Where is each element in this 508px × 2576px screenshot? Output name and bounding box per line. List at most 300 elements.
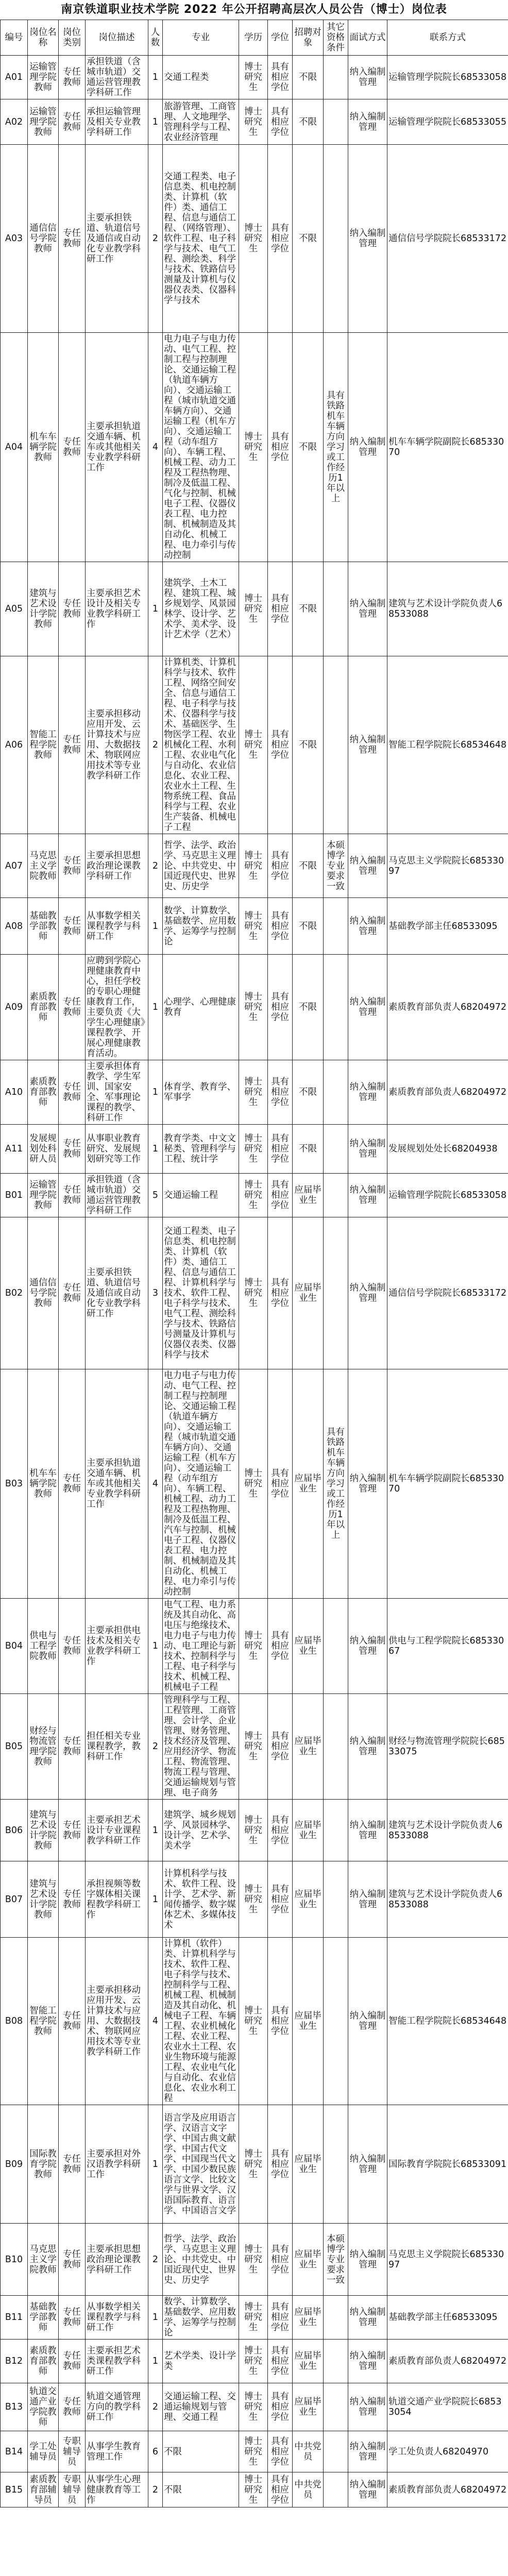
table-body — [1, 56, 508, 2507]
cell-major: 建筑学、土木工程、建筑工程、城乡规划学、风景园林学、设计学、艺术学、美术学、设计艺术学（艺术） — [163, 562, 239, 656]
cell-description: 主要承担轨道交通车辆、机车或其他相关专业教学科研工作 — [86, 1369, 148, 1599]
cell-category: 专任教师 — [59, 1694, 86, 1800]
cell-id: B05 — [1, 1694, 28, 1800]
cell-degree: 具有相应学位 — [268, 955, 293, 1060]
cell-name: 素质教育部辅导员 — [28, 2472, 59, 2507]
cell-degree: 具有相应学位 — [268, 2296, 293, 2340]
cell-interview: 纳入编制管理 — [348, 656, 387, 834]
cell-other — [324, 56, 348, 99]
cell-name: 机车车辆学院教师 — [28, 1369, 59, 1599]
cell-count: 2 — [148, 2224, 163, 2296]
cell-degree: 具有相应学位 — [268, 834, 293, 898]
cell-count: 1 — [148, 1125, 163, 1174]
cell-id: A03 — [1, 145, 28, 333]
cell-other — [324, 1174, 348, 1217]
cell-contact: 机车车辆学院副院长68533070 — [387, 333, 508, 562]
table-row — [1, 56, 508, 99]
cell-count: 1 — [148, 898, 163, 955]
cell-interview: 纳入编制管理 — [348, 1800, 387, 1861]
cell-count: 2 — [148, 656, 163, 834]
cell-major: 不限 — [163, 2472, 239, 2507]
cell-count: 6 — [148, 2431, 163, 2472]
cell-major: 交通工程类、电子信息类、机电控制类、计算机（软件）类、通信工程、信息与通信工程、计算机科学与技术、软件工程、电子科学与技术、电气工程、测绘科学与技术、铁路信号测量及计算机与仪器仪表类、仪器科学与技术 — [163, 1217, 239, 1369]
cell-interview: 纳入编制管理 — [348, 2105, 387, 2224]
cell-count: 2 — [148, 2472, 163, 2507]
cell-name: 智能工程学院教师 — [28, 656, 59, 834]
cell-target: 不限 — [293, 656, 324, 834]
cell-education: 博士研究生 — [239, 145, 268, 333]
cell-id: B15 — [1, 2472, 28, 2507]
cell-id: A11 — [1, 1125, 28, 1174]
table-row — [1, 2340, 508, 2383]
cell-target: 应届毕业生 — [293, 1694, 324, 1800]
cell-major: 交通工程类、电子信息类、机电控制类、计算机（软件）类、通信工程、信息与通信工程、（网络管理）、软件工程、电子科学与技术、电气工程、测绘类、科学与技术、铁路信号测量及计算机与仪器仪表类、仪器科学与技术 — [163, 145, 239, 333]
cell-education: 博士研究生 — [239, 898, 268, 955]
header-major: 专业 — [163, 20, 239, 56]
cell-education: 博士研究生 — [239, 2224, 268, 2296]
cell-count: 1 — [148, 1599, 163, 1694]
cell-interview: 纳入编制管理 — [348, 562, 387, 656]
cell-major: 交通工程类 — [163, 56, 239, 99]
cell-id: A08 — [1, 898, 28, 955]
cell-education: 博士研究生 — [239, 99, 268, 145]
cell-description: 承担视频等数字媒体相关课程教学科研工作 — [86, 1861, 148, 1938]
cell-name: 运输管理学院教师 — [28, 99, 59, 145]
cell-category: 专任教师 — [59, 1861, 86, 1938]
cell-count: 1 — [148, 1060, 163, 1125]
cell-name: 学工处辅导员 — [28, 2431, 59, 2472]
cell-major: 不限 — [163, 2431, 239, 2472]
cell-major: 数学、计算数学、基础数学、应用数学、运筹学与控制论 — [163, 2296, 239, 2340]
cell-target: 不限 — [293, 898, 324, 955]
cell-count: 5 — [148, 1174, 163, 1217]
cell-degree: 具有相应学位 — [268, 562, 293, 656]
cell-degree: 具有相应学位 — [268, 1060, 293, 1125]
cell-education: 博士研究生 — [239, 2296, 268, 2340]
cell-count: 1 — [148, 2340, 163, 2383]
cell-name: 运输管理学院教师 — [28, 56, 59, 99]
cell-category: 专职辅导员 — [59, 2431, 86, 2472]
cell-other — [324, 145, 348, 333]
cell-count: 1 — [148, 2296, 163, 2340]
table-row — [1, 1861, 508, 1938]
cell-category: 专任教师 — [59, 1217, 86, 1369]
table-row — [1, 1174, 508, 1217]
cell-other — [324, 1938, 348, 2105]
table-row — [1, 333, 508, 562]
cell-education: 博士研究生 — [239, 955, 268, 1060]
cell-interview: 纳入编制管理 — [348, 1599, 387, 1694]
cell-major: 教育学类、中文文秘类、管理科学与工程、统计学 — [163, 1125, 239, 1174]
cell-major: 艺术学类、设计学类 — [163, 2340, 239, 2383]
cell-description: 主要承担思想政治理论课教学科研工作 — [86, 2224, 148, 2296]
cell-target: 应届毕业生 — [293, 1174, 324, 1217]
cell-education: 博士研究生 — [239, 2472, 268, 2507]
cell-name: 通信信号学院教师 — [28, 145, 59, 333]
cell-name: 国际教育学院教师 — [28, 2105, 59, 2224]
cell-education: 博士研究生 — [239, 2340, 268, 2383]
cell-description: 承担铁道（含城市轨道）交通运营管理教学科研工作 — [86, 1174, 148, 1217]
cell-count: 4 — [148, 1938, 163, 2105]
cell-other — [324, 955, 348, 1060]
cell-description: 从事职业教育研究、发展规划研究等工作 — [86, 1125, 148, 1174]
cell-contact: 通信信号学院院长68533172 — [387, 145, 508, 333]
cell-id: B10 — [1, 2224, 28, 2296]
cell-count: 1 — [148, 56, 163, 99]
cell-id: B09 — [1, 2105, 28, 2224]
cell-category: 专任教师 — [59, 2383, 86, 2431]
cell-other: 具有铁路机车车辆方向学习或工作经历1年以上 — [324, 333, 348, 562]
cell-interview: 纳入编制管理 — [348, 1125, 387, 1174]
cell-degree: 具有相应学位 — [268, 2340, 293, 2383]
cell-target: 应届毕业生 — [293, 2224, 324, 2296]
position-table — [0, 20, 508, 2507]
header-other: 其它资格条件 — [324, 20, 348, 56]
cell-id: B01 — [1, 1174, 28, 1217]
cell-count: 4 — [148, 333, 163, 562]
cell-target: 应届毕业生 — [293, 2296, 324, 2340]
cell-other — [324, 1599, 348, 1694]
cell-contact: 基础教学部主任68533095 — [387, 898, 508, 955]
cell-category: 专任教师 — [59, 1599, 86, 1694]
cell-description: 主要承担轨道交通车辆、机车或其他相关专业教学科研工作 — [86, 333, 148, 562]
cell-degree: 具有相应学位 — [268, 1861, 293, 1938]
cell-name: 运输管理学院教师 — [28, 1174, 59, 1217]
cell-education: 博士研究生 — [239, 333, 268, 562]
cell-interview: 纳入编制管理 — [348, 2472, 387, 2507]
cell-major: 数学、计算数学、基础数学、应用数学、运筹学与控制论 — [163, 898, 239, 955]
cell-name: 通信信号学院教师 — [28, 1217, 59, 1369]
cell-description: 主要承担思想政治理论课教学科研工作 — [86, 834, 148, 898]
cell-major: 交通运输工程 — [163, 1174, 239, 1217]
cell-id: A04 — [1, 333, 28, 562]
cell-education: 博士研究生 — [239, 1217, 268, 1369]
cell-other — [324, 2340, 348, 2383]
cell-other — [324, 2472, 348, 2507]
cell-id: A05 — [1, 562, 28, 656]
cell-interview: 纳入编制管理 — [348, 2431, 387, 2472]
cell-target: 不限 — [293, 955, 324, 1060]
cell-category: 专任教师 — [59, 333, 86, 562]
header-degree: 学位 — [268, 20, 293, 56]
cell-target: 不限 — [293, 333, 324, 562]
cell-other: 具有铁路机车车辆方向学习或工作经历1年以上 — [324, 1369, 348, 1599]
header-target: 招聘对象 — [293, 20, 324, 56]
header-name: 岗位名称 — [28, 20, 59, 56]
table-row — [1, 898, 508, 955]
table-row — [1, 656, 508, 834]
table-row — [1, 2383, 508, 2431]
header-interview: 面试方式 — [348, 20, 387, 56]
cell-other — [324, 1217, 348, 1369]
cell-contact: 学工处负责人68204970 — [387, 2431, 508, 2472]
cell-name: 财经与物流管理学院教师 — [28, 1694, 59, 1800]
cell-id: B07 — [1, 1861, 28, 1938]
cell-interview: 纳入编制管理 — [348, 2296, 387, 2340]
cell-degree: 具有相应学位 — [268, 333, 293, 562]
cell-major: 计算机科学与技术、软件工程、设计学、艺术学、新闻传播学、数字媒体艺术、多媒体技术 — [163, 1861, 239, 1938]
cell-count: 1 — [148, 562, 163, 656]
cell-contact: 建筑与艺术设计学院负责人68533088 — [387, 1861, 508, 1938]
cell-count: 2 — [148, 2383, 163, 2431]
cell-contact: 国际教育学院院长68533091 — [387, 2105, 508, 2224]
cell-target: 应届毕业生 — [293, 2340, 324, 2383]
table-row — [1, 834, 508, 898]
cell-description: 主要承担移动应用开发、云计算技术与应用、大数据技术、物联网应用技术等专业教学科研工作 — [86, 1938, 148, 2105]
cell-description: 主要承担移动应用开发、云计算技术与应用、大数据技术、物联网应用技术等专业教学科研工作 — [86, 656, 148, 834]
cell-other — [324, 1694, 348, 1800]
cell-interview: 纳入编制管理 — [348, 955, 387, 1060]
cell-description: 担任相关专业课程教学，教科研工作 — [86, 1694, 148, 1800]
cell-contact: 马克思主义学院院长68533097 — [387, 834, 508, 898]
cell-other — [324, 656, 348, 834]
cell-contact: 智能工程学院院长68534648 — [387, 656, 508, 834]
cell-category: 专任教师 — [59, 562, 86, 656]
header-category: 岗位类别 — [59, 20, 86, 56]
cell-category: 专职辅导员 — [59, 2472, 86, 2507]
cell-description: 承担铁道（含城市轨道）交通运营管理教学科研工作 — [86, 56, 148, 99]
cell-other: 本硕博学专业要求一致 — [324, 2224, 348, 2296]
cell-contact: 素质教育部负责人68204972 — [387, 2340, 508, 2383]
cell-name: 基础教学部教师 — [28, 898, 59, 955]
cell-count: 1 — [148, 1800, 163, 1861]
cell-name: 智能工程学院教师 — [28, 1938, 59, 2105]
cell-id: A06 — [1, 656, 28, 834]
cell-category: 专任教师 — [59, 1125, 86, 1174]
cell-degree: 具有相应学位 — [268, 1938, 293, 2105]
cell-name: 基础教学部教师 — [28, 2296, 59, 2340]
cell-name: 马克思主义学院教师 — [28, 834, 59, 898]
cell-category: 专任教师 — [59, 656, 86, 834]
header-education: 学历 — [239, 20, 268, 56]
cell-description: 从事学生心理健康教育等工作 — [86, 2472, 148, 2507]
cell-education: 博士研究生 — [239, 1938, 268, 2105]
cell-id: B04 — [1, 1599, 28, 1694]
cell-contact: 财经与物流管理学院院长68533075 — [387, 1694, 508, 1800]
cell-name: 素质教育部教师 — [28, 1060, 59, 1125]
cell-interview: 纳入编制管理 — [348, 898, 387, 955]
cell-description: 应聘到学院心理健康教育中心，担任学校的专职心理健康教育工作，主要负责《大学生心理健康》课程教学、开展心理健康教育活动。 — [86, 955, 148, 1060]
cell-description: 主要承担艺术类课程教学科研工作 — [86, 2340, 148, 2383]
table-row — [1, 1060, 508, 1125]
cell-contact: 发展规划处处长68204938 — [387, 1125, 508, 1174]
cell-description: 主要承担对外汉语教学科研工作 — [86, 2105, 148, 2224]
cell-degree: 具有相应学位 — [268, 2472, 293, 2507]
cell-contact: 运输管理学院院长68533058 — [387, 56, 508, 99]
cell-other — [324, 2431, 348, 2472]
cell-id: A09 — [1, 955, 28, 1060]
cell-description: 主要承担铁道、轨道信号及通信或自动化专业教学科研工作 — [86, 1217, 148, 1369]
cell-description: 主要承担铁道、轨道信号及通信或自动化专业教学科研工作 — [86, 145, 148, 333]
cell-degree: 具有相应学位 — [268, 2431, 293, 2472]
cell-category: 专任教师 — [59, 56, 86, 99]
cell-target: 不限 — [293, 145, 324, 333]
cell-major: 语言学及应用语言学、汉语言文字学、中国古典文献学、中国古代文学、中国现当代文学、中国少数民族语言文学、比较文学与世界文学、汉语国际教育、语言学、中国语言文学 — [163, 2105, 239, 2224]
cell-interview: 纳入编制管理 — [348, 99, 387, 145]
cell-major: 心理学、心理健康教育 — [163, 955, 239, 1060]
cell-id: B08 — [1, 1938, 28, 2105]
cell-interview: 纳入编制管理 — [348, 1369, 387, 1599]
cell-id: A02 — [1, 99, 28, 145]
cell-target: 应届毕业生 — [293, 1861, 324, 1938]
cell-contact: 运输管理学院院长68533058 — [387, 1174, 508, 1217]
cell-description: 主要承担供电技术及相关专业教学科研工作 — [86, 1599, 148, 1694]
cell-id: B14 — [1, 2431, 28, 2472]
cell-other — [324, 2383, 348, 2431]
table-row — [1, 99, 508, 145]
cell-name: 建筑与艺术设计学院教师 — [28, 1800, 59, 1861]
cell-id: A07 — [1, 834, 28, 898]
cell-education: 博士研究生 — [239, 2431, 268, 2472]
cell-contact: 素质教育部负责人68204972 — [387, 1060, 508, 1125]
cell-id: B13 — [1, 2383, 28, 2431]
cell-major: 电气工程、电力系统及其自动化、高电压与绝缘技术、电力电子与电力传动、电工理论与新技术、控制科学与工程、电子科学与技术、机械工程、机械电子工程 — [163, 1599, 239, 1694]
cell-contact: 建筑与艺术设计学院负责人68533088 — [387, 562, 508, 656]
table-row — [1, 562, 508, 656]
cell-description: 主要承担艺术设计专业课程教学科研工作 — [86, 1800, 148, 1861]
cell-other: 本硕博学专业要求一致 — [324, 834, 348, 898]
cell-target: 不限 — [293, 834, 324, 898]
cell-category: 专任教师 — [59, 1938, 86, 2105]
cell-name: 素质教育部教师 — [28, 2340, 59, 2383]
cell-interview: 纳入编制管理 — [348, 333, 387, 562]
cell-education: 博士研究生 — [239, 834, 268, 898]
cell-major: 计算机（软件）类、计算机科学与技术、软件工程、电子科学与技术、控制科学与工程、机械工程、机械制造及其自动化、机械电子工程、车辆工程、农业机械化工程、农业工程、农业水土工程、农业生物环境与能源工程、农业电气化与自动化、农业信息化、农业水利工程 — [163, 1938, 239, 2105]
cell-id: B11 — [1, 2296, 28, 2340]
cell-interview: 纳入编制管理 — [348, 2224, 387, 2296]
table-row — [1, 1599, 508, 1694]
cell-contact: 轨道交通产业学院院长68533054 — [387, 2383, 508, 2431]
cell-contact: 素质教育部负责人68204972 — [387, 2472, 508, 2507]
cell-contact: 智能工程学院院长68534648 — [387, 1938, 508, 2105]
cell-degree: 具有相应学位 — [268, 1217, 293, 1369]
cell-id: B06 — [1, 1800, 28, 1861]
cell-count: 4 — [148, 1369, 163, 1599]
cell-target: 应届毕业生 — [293, 1938, 324, 2105]
cell-category: 专任教师 — [59, 2224, 86, 2296]
cell-name: 马克思主义学院教师 — [28, 2224, 59, 2296]
cell-interview: 纳入编制管理 — [348, 2340, 387, 2383]
cell-target: 中共党员 — [293, 2472, 324, 2507]
cell-description: 轨道交通管理方向的教学科研工作 — [86, 2383, 148, 2431]
header-row — [1, 20, 508, 56]
cell-other — [324, 99, 348, 145]
cell-category: 专任教师 — [59, 2105, 86, 2224]
table-row — [1, 1369, 508, 1599]
cell-category: 专任教师 — [59, 1060, 86, 1125]
cell-id: B12 — [1, 2340, 28, 2383]
cell-category: 专任教师 — [59, 2296, 86, 2340]
cell-interview: 纳入编制管理 — [348, 56, 387, 99]
cell-id: B03 — [1, 1369, 28, 1599]
cell-degree: 具有相应学位 — [268, 898, 293, 955]
cell-degree: 具有相应学位 — [268, 2383, 293, 2431]
cell-name: 供电与工程学院教师 — [28, 1599, 59, 1694]
cell-target: 不限 — [293, 99, 324, 145]
cell-name: 素质教育部教师 — [28, 955, 59, 1060]
cell-count: 1 — [148, 955, 163, 1060]
cell-other — [324, 562, 348, 656]
cell-other — [324, 898, 348, 955]
cell-target: 应届毕业生 — [293, 1800, 324, 1861]
table-row — [1, 1217, 508, 1369]
cell-category: 专任教师 — [59, 1174, 86, 1217]
cell-description: 承担运输管理及相关专业教学科研工作 — [86, 99, 148, 145]
page-title: 南京铁道职业技术学院 2022 年公开招聘高层次人员公告（博士）岗位表 — [61, 3, 447, 16]
cell-interview: 纳入编制管理 — [348, 2383, 387, 2431]
cell-interview: 纳入编制管理 — [348, 1861, 387, 1938]
cell-interview: 纳入编制管理 — [348, 1938, 387, 2105]
cell-target: 不限 — [293, 1125, 324, 1174]
cell-major: 计算机类、计算机科学与技术、软件工程、网络空间安全、信息与通信工程、电子科学与技术、仪器科学与技术、基础医学、生物医学工程、农业机械化工程、水利工程、农业电气化与自动化、农业信息化、农业工程、农业水土工程、生物系统工程、食品科学与工程、农业生产装备、机械电子工程 — [163, 656, 239, 834]
cell-major: 建筑学、城乡规划学、风景园林学、设计学、艺术学、美术学 — [163, 1800, 239, 1861]
cell-contact: 通信信号学院院长68533172 — [387, 1217, 508, 1369]
cell-education: 博士研究生 — [239, 1125, 268, 1174]
cell-major: 哲学、法学、政治学、马克思主义理论、中共党史、中国近现代史、世界史、历史学 — [163, 2224, 239, 2296]
cell-degree: 具有相应学位 — [268, 56, 293, 99]
cell-education: 博士研究生 — [239, 562, 268, 656]
cell-degree: 具有相应学位 — [268, 2105, 293, 2224]
cell-target: 应届毕业生 — [293, 1369, 324, 1599]
cell-category: 专任教师 — [59, 898, 86, 955]
cell-education: 博士研究生 — [239, 656, 268, 834]
cell-education: 博士研究生 — [239, 1599, 268, 1694]
cell-contact: 建筑与艺术设计学院负责人68533088 — [387, 1800, 508, 1861]
cell-description: 主要承担艺术设计及相关专业教学科研工作 — [86, 562, 148, 656]
cell-other — [324, 1861, 348, 1938]
cell-interview: 纳入编制管理 — [348, 145, 387, 333]
cell-description: 从事数学相关课程教学与科研工作 — [86, 2296, 148, 2340]
cell-contact: 运输管理学院院长68533055 — [387, 99, 508, 145]
cell-education: 博士研究生 — [239, 1174, 268, 1217]
cell-education: 博士研究生 — [239, 1369, 268, 1599]
cell-major: 电力电子与电力传动、电气工程、控制工程与控制理论、交通运输工程（轨道车辆方向）、交通运输工程（城市轨道交通车辆方向）、交通运输工程（机车方向）、交通运输工程（动车组方向）、车辆工程、机械工程、动力工程及工程热物理、制冷及低温工程、汽车与控制、机械电子工程、仪器仪表工程、电力控制、机械制造及其自动化、机械工程、电力牵引与传动控制 — [163, 1369, 239, 1599]
cell-contact: 素质教育部负责人68204972 — [387, 955, 508, 1060]
cell-target: 不限 — [293, 562, 324, 656]
cell-degree: 具有相应学位 — [268, 1599, 293, 1694]
cell-count: 1 — [148, 1861, 163, 1938]
cell-degree: 具有相应学位 — [268, 1694, 293, 1800]
cell-name: 建筑与艺术设计学院教师 — [28, 1861, 59, 1938]
table-row — [1, 1125, 508, 1174]
header-id: 编号 — [1, 20, 28, 56]
cell-target: 中共党员 — [293, 2431, 324, 2472]
cell-degree: 具有相应学位 — [268, 1125, 293, 1174]
cell-education: 博士研究生 — [239, 1800, 268, 1861]
cell-other — [324, 2296, 348, 2340]
cell-education: 博士研究生 — [239, 1060, 268, 1125]
cell-education: 博士研究生 — [239, 56, 268, 99]
cell-id: A10 — [1, 1060, 28, 1125]
cell-interview: 纳入编制管理 — [348, 1694, 387, 1800]
table-row — [1, 2105, 508, 2224]
header-contact: 联系方式 — [387, 20, 508, 56]
cell-target: 应届毕业生 — [293, 2105, 324, 2224]
cell-major: 哲学、法学、政治学、马克思主义理论、中共党史、中国近现代史、世界史、历史学 — [163, 834, 239, 898]
cell-degree: 具有相应学位 — [268, 2224, 293, 2296]
table-row — [1, 1938, 508, 2105]
cell-interview: 纳入编制管理 — [348, 834, 387, 898]
cell-category: 专任教师 — [59, 2340, 86, 2383]
cell-count: 1 — [148, 2105, 163, 2224]
cell-count: 1 — [148, 99, 163, 145]
cell-description: 主要承担体育教学、学生军训、国家安全、军事理论课程的教学、科研工作 — [86, 1060, 148, 1125]
cell-contact: 供电与工程学院院长68533067 — [387, 1599, 508, 1694]
cell-id: B02 — [1, 1217, 28, 1369]
cell-target: 不限 — [293, 56, 324, 99]
cell-interview: 纳入编制管理 — [348, 1060, 387, 1125]
cell-name: 建筑与艺术设计学院教师 — [28, 562, 59, 656]
